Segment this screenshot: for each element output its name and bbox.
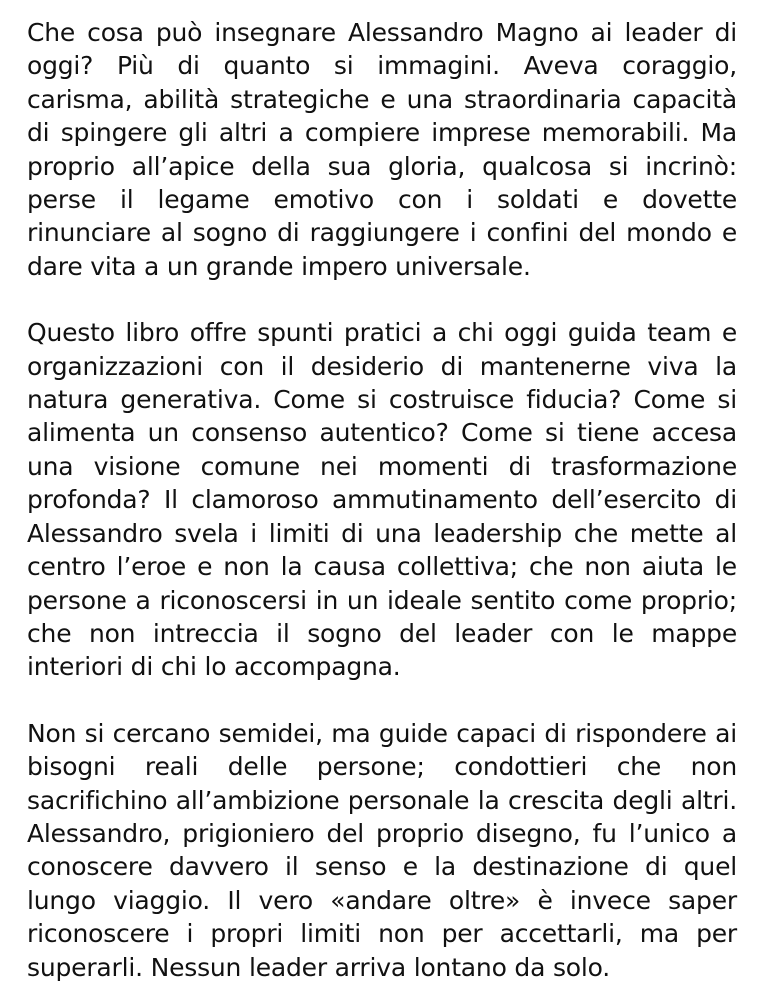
paragraph-conclusion: Non si cercano semidei, ma guide capaci di rispondere ai bisogni reali delle persone; condottieri che non sacrifichino all’ambizione personale la crescita degli altri. Alessandro, prigioniero del proprio disegno, fu l’unico a conoscere davvero il senso e la destinazione di quel lungo viaggio. Il vero «andare oltre» è invece saper riconoscere i propri limiti non per accettarli, ma per superarli. Nessun leader arriva lontano da solo. <box>27 718 737 982</box>
paragraph-intro: Che cosa può insegnare Alessandro Magno ai leader di oggi? Più di quanto si immagini. Aveva coraggio, carisma, abilità strategiche e una straordinaria capacità di spingere gli altri a compiere imprese memorabili. Ma proprio all’apice della sua gloria, qualcosa si incrinò: perse il legame emotivo con i soldati e dovette rinunciare al sogno di raggiungere i confini del mondo e dare vita a un grande impero universale. <box>27 18 737 281</box>
paragraph-book-purpose: Questo libro offre spunti pratici a chi oggi guida team e organizzazioni con il desiderio di mantenerne viva la natura generativa. Come si costruisce fiducia? Come si alimenta un consenso autentico? Come si tiene accesa una visione comune nei momenti di trasformazione profonda? Il clamoroso ammutinamento dell’esercito di Alessandro svela i limiti di una leadership che mette al centro l’eroe e non la causa collettiva; che non aiuta le persone a riconoscersi in un ideale sentito come proprio; che non intreccia il sogno del leader con le mappe interiori di chi lo accompagna. <box>27 318 737 682</box>
document-body <box>27 16 737 984</box>
